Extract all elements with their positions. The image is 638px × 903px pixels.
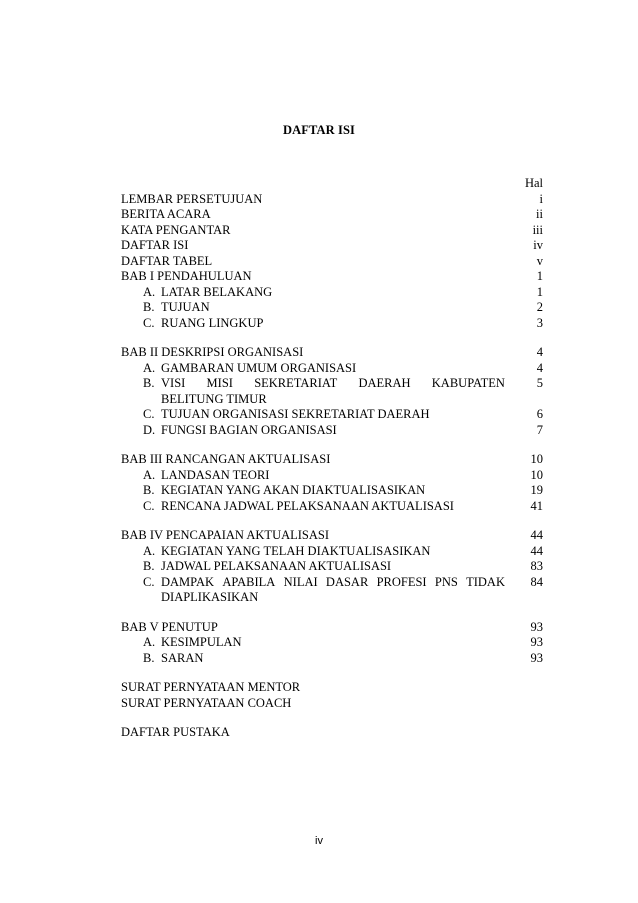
toc-entry-page: 3 xyxy=(536,315,543,330)
toc-subentry-latar-belakang xyxy=(121,285,543,301)
toc-entry-label: TUJUAN xyxy=(161,300,210,314)
toc-entry-bab-4 xyxy=(121,528,543,544)
toc-entry-label: DAFTAR TABEL xyxy=(121,253,213,268)
toc-word: MISI xyxy=(206,376,233,390)
toc-subentry-visi-misi xyxy=(121,376,543,407)
toc-word: DAMPAK xyxy=(161,574,215,589)
toc-entry-page: 10 xyxy=(530,467,543,482)
toc-entry-label: LANDASAN TEORI xyxy=(161,467,270,482)
toc-entry-label: TUJUAN ORGANISASI SEKRETARIAT DAERAH xyxy=(161,407,430,421)
toc-subentry-landasan-teori xyxy=(121,468,543,484)
toc-entry-kata-pengantar xyxy=(121,223,543,239)
toc-entry-label: KESIMPULAN xyxy=(161,635,242,649)
toc-subentry-letter: A. xyxy=(143,360,156,375)
toc-entry-continuation: BELITUNG TIMUR xyxy=(161,391,267,406)
toc-entry-label: BAB I PENDAHULUAN xyxy=(121,269,252,283)
toc-word: DASAR xyxy=(325,574,369,589)
toc-entry-berita-acara xyxy=(121,207,543,223)
toc-entry-page: 93 xyxy=(530,650,543,665)
toc-entry-label: LEMBAR PERSETUJUAN xyxy=(121,191,263,206)
toc-entry-page: 10 xyxy=(530,452,543,466)
toc-entry-page: 84 xyxy=(530,574,543,589)
toc-word: VISI xyxy=(161,376,186,390)
toc-subentry-saran xyxy=(121,651,543,667)
toc-subentry-jadwal-pelaksanaan xyxy=(121,559,543,575)
toc-entry-page: 4 xyxy=(536,345,543,359)
toc-subentry-tujuan-organisasi xyxy=(121,407,543,423)
toc-entry-label: DAFTAR PUSTAKA xyxy=(121,725,230,739)
toc-entry-surat-coach xyxy=(121,696,543,712)
toc-entry-page: 5 xyxy=(536,376,543,390)
toc-entry-page: 44 xyxy=(530,528,543,542)
toc-entry-continuation: DIAPLIKASIKAN xyxy=(161,590,259,604)
toc-entry-page: 6 xyxy=(536,407,543,421)
toc-entry-label: BERITA ACARA xyxy=(121,207,211,221)
toc-entry-bab-3 xyxy=(121,452,543,468)
toc-entry-label: KEGIATAN YANG AKAN DIAKTUALISASIKAN xyxy=(161,483,426,497)
toc-entry-label: SURAT PERNYATAAN COACH xyxy=(121,695,292,710)
toc-word: KABUPATEN xyxy=(431,376,505,390)
toc-entry-surat-mentor xyxy=(121,680,543,696)
toc-entry-label: KEGIATAN YANG TELAH DIAKTUALISASIKAN xyxy=(161,543,431,558)
toc-entry-label: DAFTAR ISI xyxy=(121,238,189,252)
toc-entry-page: i xyxy=(539,191,543,206)
toc-entry-label-justified xyxy=(161,575,505,591)
toc-subentry-letter: B. xyxy=(143,483,155,497)
toc-word: DAERAH xyxy=(358,376,411,390)
toc-entry-page: 41 xyxy=(530,498,543,513)
page-column-header: Hal xyxy=(524,176,543,190)
toc-entry-label: GAMBARAN UMUM ORGANISASI xyxy=(161,360,357,375)
toc-entry-lembar-persetujuan xyxy=(121,192,543,208)
toc-subentry-letter: A. xyxy=(143,635,156,649)
toc-subentry-kesimpulan xyxy=(121,635,543,651)
toc-entry-page: 2 xyxy=(536,300,543,314)
toc-word: TIDAK xyxy=(466,574,505,589)
toc-entry-label: KATA PENGANTAR xyxy=(121,222,231,237)
toc-entry-label: LATAR BELAKANG xyxy=(161,284,273,299)
toc-subentry-letter: B. xyxy=(143,376,155,390)
toc-subentry-rencana-jadwal xyxy=(121,499,543,515)
toc-entry-label: BAB IV PENCAPAIAN AKTUALISASI xyxy=(121,528,330,542)
toc-entry-page: 1 xyxy=(536,269,543,283)
toc-entry-bab-5 xyxy=(121,620,543,636)
toc-word: PROFESI xyxy=(376,574,427,589)
toc-entry-page: v xyxy=(536,253,543,268)
toc-entry-page: 19 xyxy=(530,483,543,497)
toc-entry-bab-1 xyxy=(121,269,543,285)
toc-entry-page: 83 xyxy=(530,559,543,573)
toc-subentry-letter: C. xyxy=(143,498,155,513)
toc-entry-label-justified xyxy=(161,376,505,392)
toc-subentry-kegiatan-telah xyxy=(121,544,543,560)
toc-entry-label: BAB V PENUTUP xyxy=(121,619,218,634)
toc-entry-page: 1 xyxy=(536,284,543,299)
toc-entry-page: 44 xyxy=(530,543,543,558)
toc-word: NILAI xyxy=(283,574,318,589)
toc-entry-daftar-pustaka xyxy=(121,725,543,741)
toc-entry-bab-2 xyxy=(121,345,543,361)
toc-entry-label: SARAN xyxy=(161,650,204,665)
toc-entry-daftar-tabel xyxy=(121,254,543,270)
toc-subentry-letter: C. xyxy=(143,315,155,330)
table-of-contents xyxy=(121,176,543,741)
toc-word: PNS xyxy=(434,574,458,589)
toc-subentry-fungsi-bagian xyxy=(121,423,543,439)
toc-entry-page: iii xyxy=(532,222,543,237)
toc-subentry-letter: B. xyxy=(143,300,155,314)
toc-entry-page: ii xyxy=(536,207,543,221)
page-title: DAFTAR ISI xyxy=(283,123,355,137)
toc-entry-page: 93 xyxy=(530,619,543,634)
toc-subentry-letter: D. xyxy=(143,422,156,437)
toc-entry-daftar-isi xyxy=(121,238,543,254)
toc-entry-label: JADWAL PELAKSANAAN AKTUALISASI xyxy=(161,559,392,573)
page-number: iv xyxy=(315,835,323,847)
toc-subentry-letter: C. xyxy=(143,574,155,589)
toc-subentry-letter: A. xyxy=(143,284,156,299)
toc-subentry-letter: A. xyxy=(143,543,156,558)
toc-subentry-kegiatan-akan xyxy=(121,483,543,499)
toc-entry-label: RENCANA JADWAL PELAKSANAAN AKTUALISASI xyxy=(161,498,454,513)
toc-entry-label: RUANG LINGKUP xyxy=(161,315,264,330)
toc-subentry-letter: B. xyxy=(143,650,155,665)
toc-entry-page: 7 xyxy=(536,422,543,437)
toc-entry-page: 93 xyxy=(530,635,543,649)
toc-entry-label: BAB II DESKRIPSI ORGANISASI xyxy=(121,345,304,359)
toc-entry-label: FUNGSI BAGIAN ORGANISASI xyxy=(161,422,337,437)
toc-entry-label: BAB III RANCANGAN AKTUALISASI xyxy=(121,452,331,466)
toc-word: APABILA xyxy=(222,574,276,589)
toc-subentry-tujuan xyxy=(121,300,543,316)
toc-entry-label: SURAT PERNYATAAN MENTOR xyxy=(121,680,301,694)
toc-entry-page: 4 xyxy=(536,360,543,375)
toc-entry-page: iv xyxy=(533,238,543,252)
toc-subentry-letter: B. xyxy=(143,559,155,573)
toc-subentry-letter: A. xyxy=(143,467,156,482)
toc-subentry-gambaran-umum xyxy=(121,361,543,377)
toc-subentry-letter: C. xyxy=(143,407,155,421)
toc-header-row xyxy=(121,176,543,192)
toc-word: SEKRETARIAT xyxy=(254,376,338,390)
toc-subentry-dampak xyxy=(121,575,543,606)
toc-subentry-ruang-lingkup xyxy=(121,316,543,332)
